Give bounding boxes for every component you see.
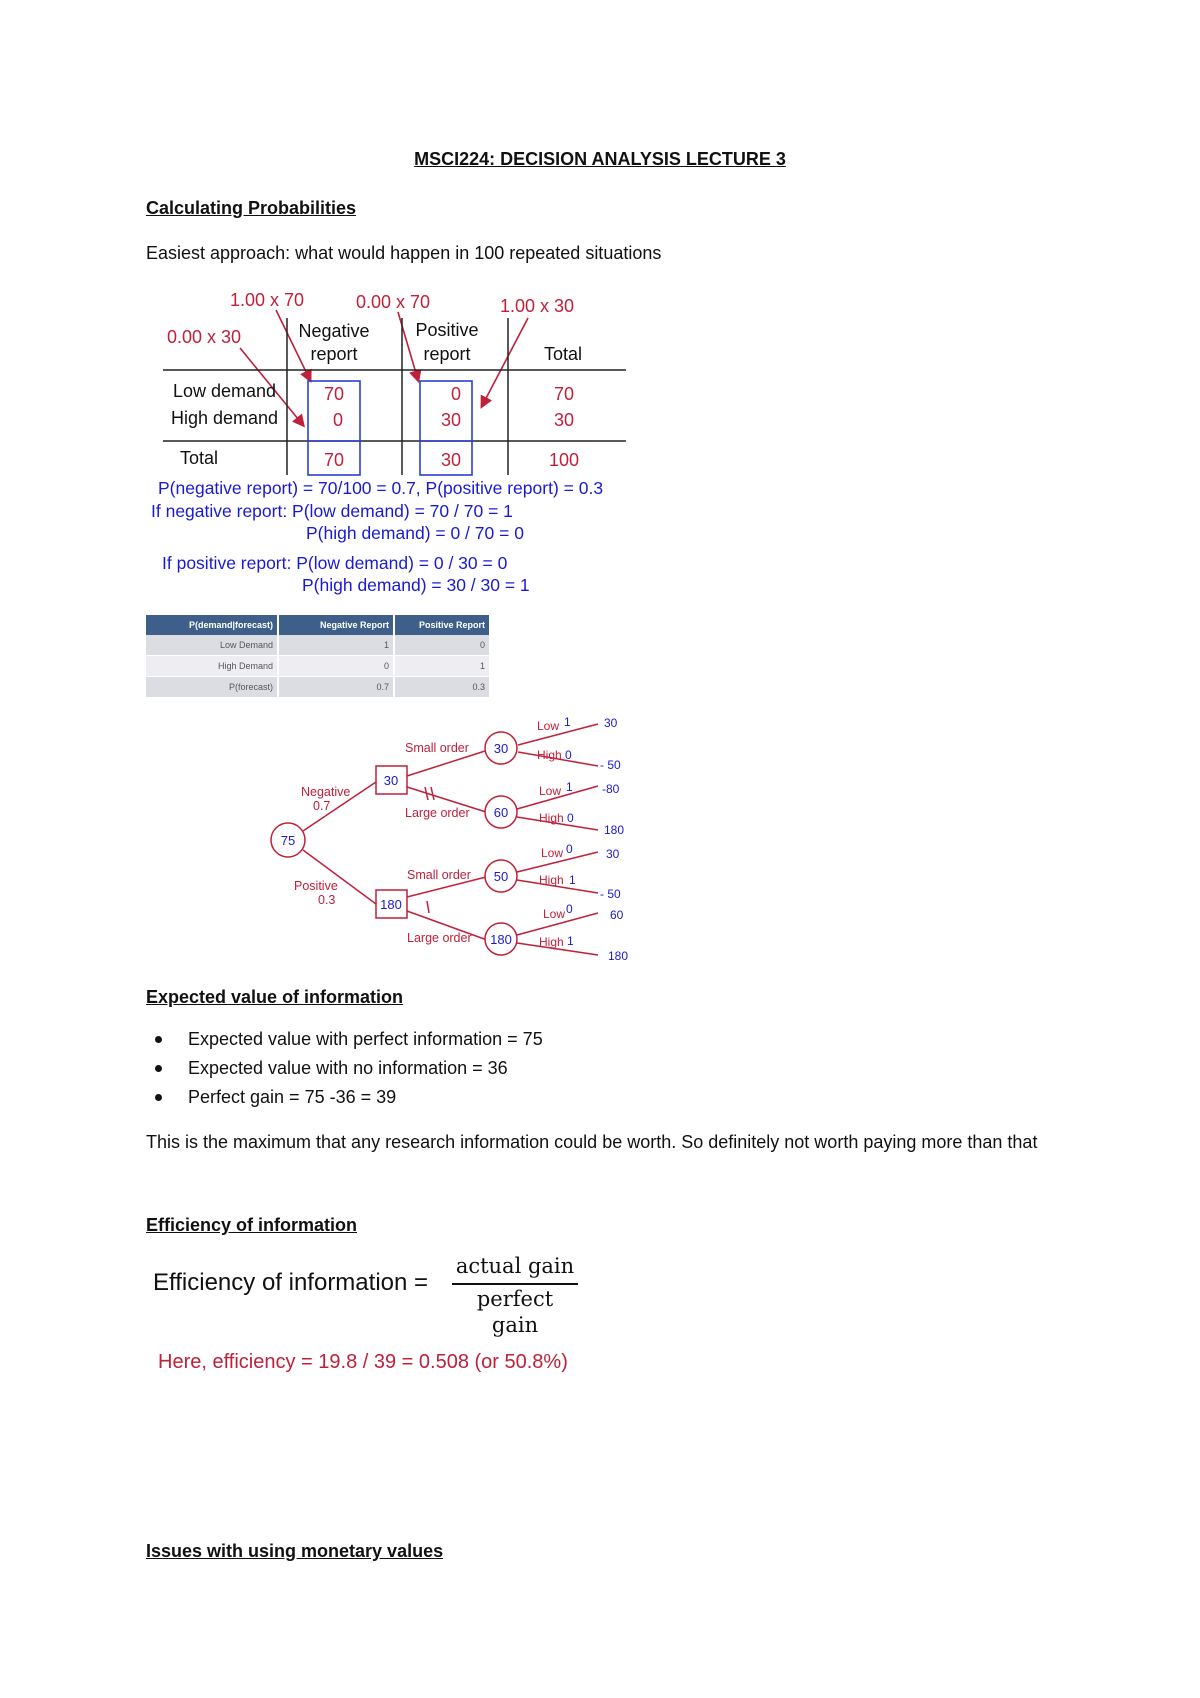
row-label-low: Low demand [173, 381, 277, 401]
ev-paragraph: This is the maximum that any research information could be worth. So definitely not worth paying more than that [146, 1132, 1038, 1152]
prob-table-cell: P(forecast) [146, 677, 278, 698]
prob-table-cell: Low Demand [146, 635, 278, 656]
cell-low-total: 70 [553, 384, 575, 404]
efficiency-example: Here, efficiency = 19.8 / 39 = 0.508 (or 50.8%) [158, 1351, 568, 1373]
tree-option-pos-small: Small order [407, 868, 471, 882]
tree-branch-negative: Negative [301, 785, 351, 799]
cell-high-pos: 30 [440, 410, 462, 430]
note-pos-high: P(high demand) = 30 / 30 = 1 [302, 575, 530, 595]
tree-outcome-prob: 1 [569, 873, 576, 887]
tree-outcome-value: 60 [610, 908, 624, 922]
bullet-icon [155, 1094, 162, 1101]
tree-outcome-label: High [539, 811, 564, 825]
section-heading-calculating-probabilities: Calculating Probabilities [146, 198, 357, 218]
page-title: MSCI224: DECISION ANALYSIS LECTURE 3 [414, 149, 786, 169]
prob-table-cell: High Demand [146, 656, 278, 677]
tree-outcome-label: Low [537, 719, 560, 733]
prob-table-cell: 0 [394, 635, 490, 656]
formula-denominator: perfect gain [476, 1287, 554, 1337]
tree-outcome-value: 30 [604, 716, 618, 730]
annotation-pos-low: 0.00 x 70 [356, 292, 431, 312]
prob-table-header: Positive Report [394, 615, 490, 635]
tree-outcome-prob: 1 [564, 715, 571, 729]
fraction-bar [452, 1283, 578, 1285]
tree-outcome-prob: 0 [565, 748, 572, 762]
tree-branch-positive-prob: 0.3 [318, 893, 336, 907]
cell-high-neg: 0 [332, 410, 344, 430]
bullet-text: Expected value with perfect information = 75 [188, 1029, 543, 1049]
formula-numerator: actual gain [455, 1254, 575, 1278]
note-pos-low: If positive report: P(low demand) = 0 / 30 = 0 [162, 553, 508, 573]
row-label-high: High demand [171, 408, 279, 428]
list-item [146, 1086, 543, 1115]
bullet-icon [155, 1065, 162, 1072]
intro-text: Easiest approach: what would happen in 100 repeated situations [146, 243, 662, 263]
cell-total-total: 100 [548, 450, 580, 470]
annotation-neg-high: 0.00 x 30 [167, 327, 242, 347]
tree-option-neg-small: Small order [405, 741, 469, 755]
cell-low-pos: 0 [450, 384, 462, 404]
tree-outcome-label: Low [543, 907, 566, 921]
tree-outcome-label: High [539, 873, 564, 887]
tree-ev-pos-small: 50 [493, 869, 509, 884]
tree-outcome-prob: 1 [567, 934, 574, 948]
note-p-report: P(negative report) = 70/100 = 0.7, P(positive report) = 0.3 [158, 478, 604, 498]
bullet-text: Expected value with no information = 36 [188, 1058, 508, 1078]
prob-table-cell: 0 [278, 656, 394, 677]
tree-outcome-value: 180 [604, 823, 625, 837]
tree-outcome-prob: 0 [566, 842, 573, 856]
col-header-positive-1: Positive [415, 320, 479, 340]
tree-outcome-value: -80 [602, 782, 620, 796]
tree-root-value: 75 [280, 833, 296, 848]
list-item [146, 1057, 543, 1086]
tree-outcome-value: 180 [608, 949, 629, 963]
cell-total-pos: 30 [440, 450, 462, 470]
tree-outcome-prob: 1 [566, 780, 573, 794]
annotation-pos-high: 1.00 x 30 [500, 296, 575, 316]
note-neg-high: P(high demand) = 0 / 70 = 0 [306, 523, 524, 543]
tree-branch-negative-prob: 0.7 [313, 799, 331, 813]
prob-table-cell: 1 [278, 635, 394, 656]
col-header-positive-2: report [423, 344, 471, 364]
cell-high-total: 30 [553, 410, 575, 430]
tree-ev-neg-small: 30 [493, 741, 509, 756]
section-heading-monetary: Issues with using monetary values [146, 1541, 444, 1561]
tree-outcome-value: - 50 [600, 758, 621, 772]
tree-option-pos-large: Large order [407, 931, 472, 945]
ev-bullet-list [146, 1028, 543, 1115]
tree-outcome-value: - 50 [600, 887, 621, 901]
prob-table-cell: 0.7 [278, 677, 394, 698]
cell-low-neg: 70 [323, 384, 345, 404]
col-header-negative-2: report [310, 344, 358, 364]
tree-outcome-label: Low [541, 846, 564, 860]
section-heading-expected-value: Expected value of information [146, 987, 404, 1007]
tree-ev-pos-large: 180 [490, 932, 512, 947]
tree-outcome-label: Low [539, 784, 562, 798]
tree-outcome-prob: 0 [567, 811, 574, 825]
prob-table-header: P(demand|forecast) [146, 615, 278, 635]
cell-total-neg: 70 [323, 450, 345, 470]
tree-outcome-label: High [537, 748, 562, 762]
prob-table-cell: 0.3 [394, 677, 490, 698]
tree-option-neg-large: Large order [405, 806, 470, 820]
tree-decision-negative: 30 [383, 773, 399, 788]
col-header-total: Total [543, 344, 583, 364]
annotation-neg-low: 1.00 x 70 [230, 290, 305, 310]
tree-ev-neg-large: 60 [493, 805, 509, 820]
note-neg-low: If negative report: P(low demand) = 70 / 70 = 1 [151, 501, 513, 521]
tree-outcome-label: High [539, 935, 564, 949]
bullet-icon [155, 1036, 162, 1043]
bullet-text: Perfect gain = 75 -36 = 39 [188, 1087, 397, 1107]
formula-lhs: Efficiency of information = [153, 1269, 429, 1296]
prob-table-header: Negative Report [278, 615, 394, 635]
tree-outcome-value: 30 [606, 847, 620, 861]
row-label-total: Total [180, 448, 219, 468]
list-item [146, 1028, 543, 1057]
tree-branch-positive: Positive [294, 879, 338, 893]
tree-outcome-prob: 0 [566, 902, 573, 916]
col-header-negative-1: Negative [298, 321, 370, 341]
tree-decision-positive: 180 [380, 897, 402, 912]
prob-table-cell: 1 [394, 656, 490, 677]
section-heading-efficiency: Efficiency of information [146, 1215, 358, 1235]
